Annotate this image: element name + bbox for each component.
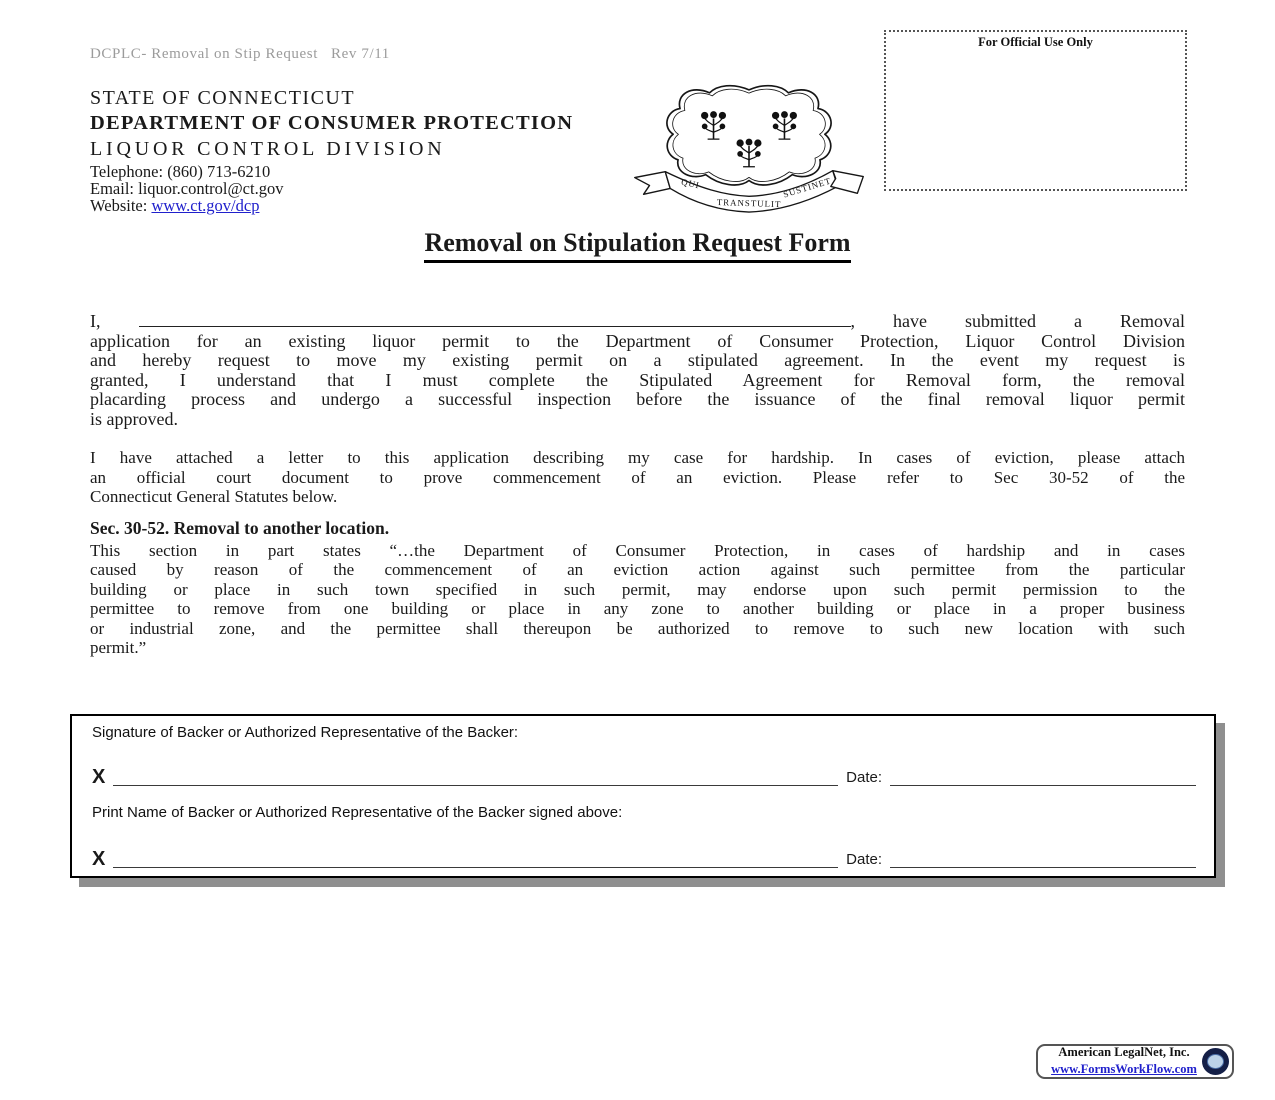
date-line[interactable] — [890, 759, 1196, 786]
website-link[interactable]: www.ct.gov/dcp — [151, 195, 260, 215]
text-line: This section in part states “…the Department of Consumer Protection, in cases of hardship and in cases — [90, 541, 1185, 560]
text-line: placarding process and undergo a successful inspection before the issuance of the final removal liquor permit — [90, 389, 1185, 409]
signature-line[interactable] — [113, 759, 838, 786]
legalnet-company: American LegalNet, Inc. — [1058, 1045, 1190, 1060]
text-line: granted, I understand that I must complete the Stipulated Agreement for Removal form, the removal — [90, 369, 1185, 390]
form-title-row — [0, 228, 1275, 263]
connecticut-state-seal — [630, 82, 868, 215]
state-name: STATE OF CONNECTICUT — [90, 87, 356, 109]
signature-label: Signature of Backer or Authorized Representative of the Backer: — [92, 724, 519, 741]
print-name-label: Print Name of Backer or Authorized Representative of the Backer signed above: — [92, 804, 623, 821]
website-line — [90, 195, 573, 215]
text-line: application for an existing liquor permit to the Department of Consumer Protection, Liquor Control Division — [90, 330, 1185, 351]
legalnet-badge — [1036, 1044, 1234, 1079]
text-line: permit.” — [90, 638, 147, 658]
text-line: or industrial zone, and the permittee shall thereupon be authorized to remove to such new location with such — [90, 618, 1185, 638]
statute-heading: Sec. 30-52. Removal to another location. — [90, 518, 390, 538]
text-line: caused by reason of the commencement of an eviction action against such permittee from the particular — [90, 560, 1185, 580]
motto-word-qui: QUI — [680, 176, 701, 191]
permittee-name-blank[interactable] — [139, 312, 851, 327]
signature-box — [70, 714, 1216, 878]
formsworkflow-link[interactable]: www.FormsWorkFlow.com — [1051, 1061, 1197, 1076]
text-line: an official court document to prove commencement of an eviction. Please refer to Sec 30-52 of the — [90, 467, 1185, 487]
website-label: Website: — [90, 195, 148, 215]
text-line: permittee to remove from one building or place in any zone to another building or place in a proper business — [90, 599, 1185, 619]
intro-line1-rest: , have submitted a Removal — [850, 311, 1186, 331]
date-label: Date: — [846, 769, 882, 786]
official-use-only-box — [884, 30, 1187, 191]
motto-word-sustinet: SUSTINET — [781, 175, 833, 200]
x-mark: X — [92, 766, 106, 788]
department-name: DEPARTMENT OF CONSUMER PROTECTION — [90, 112, 574, 134]
text-line — [90, 312, 1185, 332]
official-use-only-label: For Official Use Only — [978, 35, 1093, 49]
text-line: I have attached a letter to this application describing my case for hardship. In cases of eviction, please attach — [90, 448, 1185, 467]
statute-body — [90, 541, 1185, 657]
text-line: building or place in such town specified in such permit, may endorse upon such permit permission to the — [90, 579, 1185, 599]
x-mark: X — [92, 848, 106, 870]
text-line: Connecticut General Statutes below. — [90, 487, 338, 507]
doc-reference: DCPLC- Removal on Stip Request Rev 7/11 — [90, 46, 390, 62]
agency-header — [90, 88, 573, 215]
telephone-line: Telephone: (860) 713-6210 — [90, 161, 271, 181]
grapevine-icon — [702, 112, 797, 167]
legalnet-badge-text — [1046, 1046, 1202, 1077]
text-line: and hereby request to move my existing permit on a stipulated agreement. In the event my request is — [90, 350, 1185, 370]
date-line[interactable] — [890, 841, 1196, 868]
paragraph-hardship — [90, 448, 1185, 507]
intro-lead: I, — [90, 311, 101, 331]
paragraph-intro — [90, 312, 1185, 429]
signature-row — [92, 760, 1196, 786]
form-title: Removal on Stipulation Request Form — [424, 228, 850, 263]
division-name: LIQUOR CONTROL DIVISION — [90, 137, 446, 160]
motto-word-transtulit: TRANSTULIT — [716, 197, 782, 210]
intro-lines — [90, 332, 1185, 430]
date-label: Date: — [846, 851, 882, 868]
text-line: is approved. — [90, 408, 178, 429]
print-name-row — [92, 842, 1196, 868]
print-name-line[interactable] — [113, 841, 838, 868]
globe-icon — [1202, 1048, 1229, 1075]
email-line: Email: liquor.control@ct.gov — [90, 178, 284, 198]
